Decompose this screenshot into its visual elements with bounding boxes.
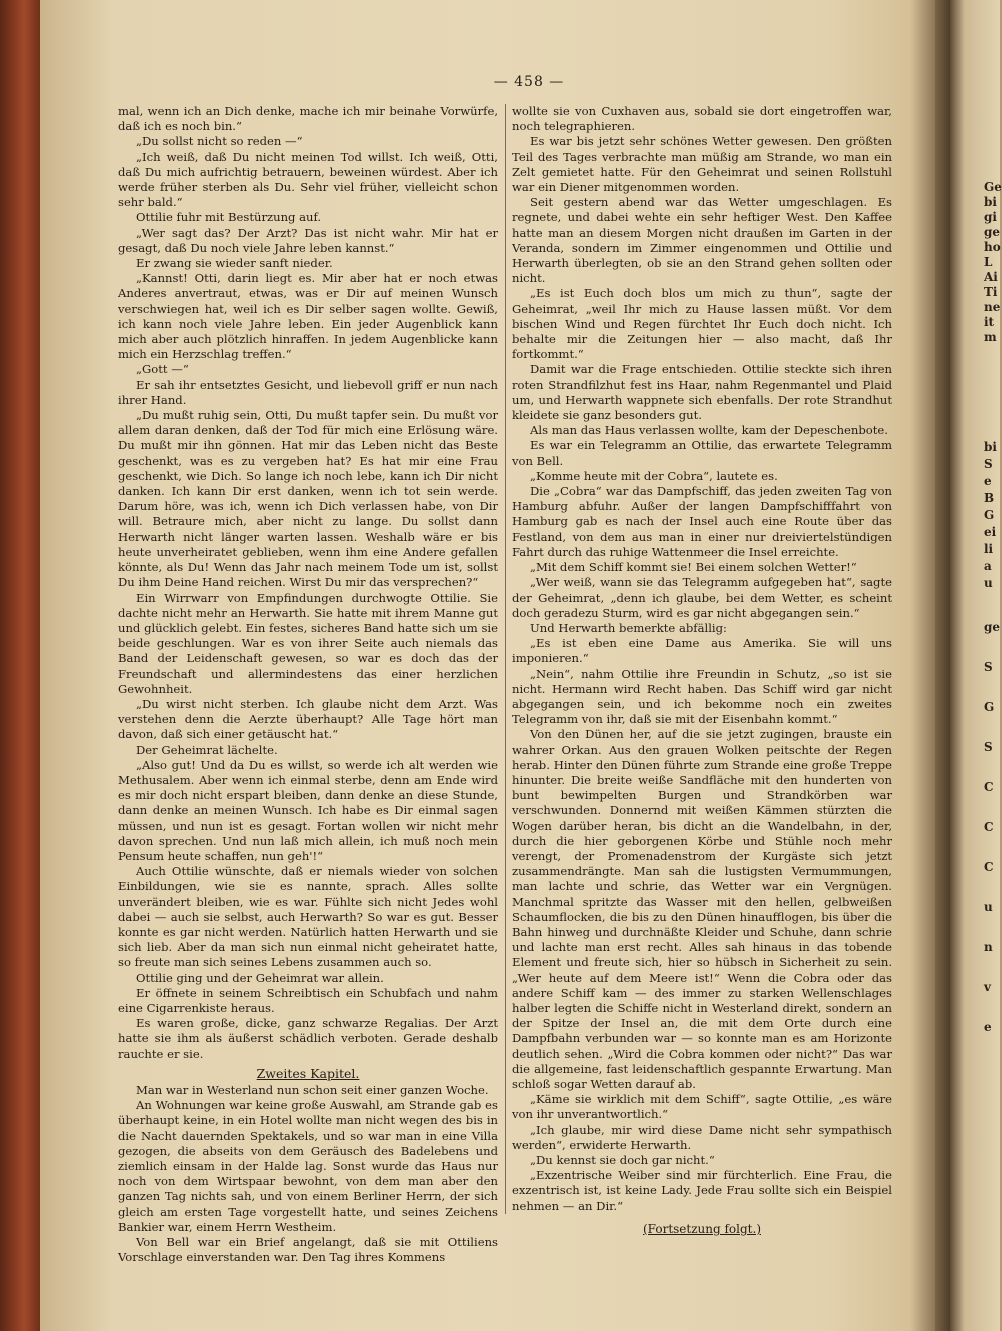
paragraph: „Gott —“ <box>136 362 189 377</box>
paragraph: An Wohnungen war keine große Auswahl, am Strande gab es überhaupt keine, in ein Hotel wollte man nicht wegen des bis in die Nacht dauernden Spektakels, und so war man in eine Villa gezogen, die abseits von dem Geräusch des Badelebens und ziemlich einsam in der Halde lag. Sonst wurde das Haus nur noch von dem Wirtspaar bewohnt, von dem man aber den ganzen Tag nichts sah, und von einem Berliner Herrn, der sich gleich am ersten Tage vorgestellt hatte, und seines Zeichens Bankier war, einem Herrn Westheim. <box>118 1098 498 1234</box>
left-column-text <box>118 104 498 1062</box>
paragraph: „Du mußt ruhig sein, Otti, Du mußt tapfer sein. Du mußt vor allem daran denken, daß der Tod für mich eine Erlösung wäre. Du mußt mir ihn gönnen. Hat mir das Leben nicht das Beste geschenkt, was es zu vergeben hat? Es hat mir eine Frau geschenkt, wie Dich. So lange ich noch lebe, kann ich Dir nicht danken. Ich kann Dir erst danken, wenn ich tot sein werde. Darum höre, was ich, wenn ich Dich verlassen habe, von Dir will. Betraure mich, aber nicht zu lange. Du sollst dann Herwarth nicht länger warten lassen. Weshalb wäre er bis heute unverheiratet geblieben, wenn ihm eine Andere gefallen könnte, als Du! Wenn das Jahr nach meinem Tode um ist, sollst Du ihm Deine Hand reichen. Wirst Du mir das versprechen?“ <box>118 408 498 590</box>
paragraph: „Wer sagt das? Der Arzt? Das ist nicht wahr. Mir hat er gesagt, daß Du noch viele Jahre leben kannst.“ <box>118 225 498 255</box>
paragraph: Ottilie fuhr mit Bestürzung auf. <box>136 210 322 225</box>
paragraph: „Es ist eben eine Dame aus Amerika. Sie will uns imponieren.“ <box>512 636 892 666</box>
adjacent-page-text-fragment: L <box>984 255 993 269</box>
paragraph: „Kannst! Otti, darin liegt es. Mir aber hat er noch etwas Anderes anvertraut, etwas, was er Dir auf meinen Wunsch verschwiegen hat, weil ich es Dir selber sagen wollte. Gewiß, ich kann noch viele Jahre leben. Ein jeder Augenblick kann mich aber auch plötzlich hinraffen. In jedem Augenblicke kann mich ein Herzschlag treffen.“ <box>118 271 498 362</box>
adjacent-page-text-fragment: G <box>984 700 995 714</box>
paragraph: wollte sie von Cuxhaven aus, sobald sie dort eingetroffen war, noch telegraphieren. <box>512 104 892 134</box>
paragraph: Auch Ottilie wünschte, daß er niemals wieder von solchen Einbildungen, wie sie es nannte, sprach. Alles sollte unverändert bleiben, wie es war. Fühlte sich nicht Jedes wohl dabei — auch sie selbst, auch Herwarth? So war es gut. Besser konnte es gar nicht werden. Natürlich hatten Herwarth und sie sich lieb. Aber da man sich nun einmal nicht geheiratet hatte, so freute man sich seines Lebens zusammen auch so. <box>118 864 498 970</box>
adjacent-page-text-fragment: bi <box>984 195 997 209</box>
adjacent-page-text-fragment: S <box>984 740 993 754</box>
adjacent-page-text-fragment: m <box>984 330 997 344</box>
adjacent-page-text-fragment: ne <box>984 300 1001 314</box>
paragraph: „Exzentrische Weiber sind mir fürchterlich. Eine Frau, die exzentrisch ist, ist keine Lady. Jede Frau sollte sich ein Beispiel nehmen — an Dir.“ <box>512 1168 892 1213</box>
paragraph: Es war ein Telegramm an Ottilie, das erwartete Telegramm von Bell. <box>512 438 892 468</box>
paragraph: Und Herwarth bemerkte abfällig: <box>530 620 727 635</box>
paragraph: Er öffnete in seinem Schreibtisch ein Schubfach und nahm eine Cigarrenkiste heraus. <box>118 985 498 1015</box>
adjacent-page-text-fragment: C <box>984 780 994 794</box>
adjacent-page-text-fragment: ge <box>984 225 1001 239</box>
adjacent-page-text-fragment: a <box>984 559 992 573</box>
left-column-text-after-heading <box>118 1083 498 1265</box>
paragraph: Er zwang sie wieder sanft nieder. <box>136 256 333 271</box>
paragraph: „Komme heute mit der Cobra“, lautete es. <box>530 468 778 483</box>
adjacent-page-text-fragment: u <box>984 900 993 914</box>
paragraph: Von den Dünen her, auf die sie jetzt zugingen, brauste ein wahrer Orkan. Aus den grauen Wolken peitschte der Regen herab. Hinter den Dünen führte zum Strande eine große Treppe hinunter. Die breite weiße Sandfläche mit den hunderten von bunt bewimpelten Burgen und Strandkörben war verschwunden. Donnernd mit weißen Kämmen stürzten die Wogen darüber heran, bis dicht an die Wandelbahn, in der, durch die hier geborgenen Körbe und Stühle noch mehr verengt, der Promenadenstrom der Kurgäste sich jetzt zusammendrängte. Man sah die lustigsten Vermummungen, man lachte und schrie, das Wetter war ein Vergnügen. Manchmal spritzte das Wasser mit den hellen, gelbweißen Schaumflocken, die bis zu den Dünen hinaufflogen, bis über die Bahn hinweg und durchnäßte Kleider und Schuhe, dann schrie und lachte man erst recht. Alles sah hinaus in das tobende Element und freute sich, hier so hübsch in Sicherheit zu sein. „Wer heute auf dem Meere ist!“ Wenn die Cobra oder das andere Schiff kam — des immer zu starken Wellenschlages halber legten die Schiffe nicht in Westerland direkt, sondern an der Spitze der Insel an, die mit dem Orte durch eine Dampfbahn verbunden war — so konnte man es am Horizonte deutlich sehen. „Wird die Cobra kommen oder nicht?“ Das war die allgemeine, fast leidenschaftlich gespannte Erwartung. Man schloß sogar Wetten darauf ab. <box>512 727 892 1091</box>
paragraph: „Du wirst nicht sterben. Ich glaube nicht dem Arzt. Was verstehen denn die Aerzte überhaupt? Alle Tage hört man davon, daß sich einer getäuscht hat.“ <box>118 696 498 742</box>
paragraph: Die „Cobra“ war das Dampfschiff, das jeden zweiten Tag von Hamburg abfuhr. Außer der langen Dampfschifffahrt von Hamburg gab es nach der Insel auch eine Route über das Festland, von dem aus man in einer nur dreiviertelstündigen Fahrt durch das ruhige Wattenmeer die Insel erreichte. <box>512 484 892 559</box>
chapter-heading: Zweites Kapitel. <box>256 1065 360 1081</box>
paragraph: Seit gestern abend war das Wetter umgeschlagen. Es regnete, und dabei wehte ein sehr heftiger West. Den Kaffee hatte man an diesem Morgen nicht draußen im Garten in der Veranda, sondern im Zimmer eingenommen und Ottilie und Herwarth überlegten, ob sie an den Strand gehen sollten oder nicht. <box>512 195 892 286</box>
adjacent-page-text-fragment: ho <box>984 240 1001 254</box>
adjacent-page-text-fragment: G <box>984 508 995 522</box>
adjacent-page-text-fragment: B <box>984 491 995 505</box>
paragraph: „Ich weiß, daß Du nicht meinen Tod willst. Ich weiß, Otti, daß Du mich aufrichtig betrauern, beweinen würdest. Aber ich werde früher sterben als Du. Sehr viel früher, vielleicht schon sehr bald.“ <box>118 149 498 210</box>
book-binding <box>0 0 40 1331</box>
adjacent-page-text-fragment: v <box>984 980 991 994</box>
adjacent-page-text-fragment: bi <box>984 440 997 454</box>
paragraph: „Wer weiß, wann sie das Telegramm aufgegeben hat“, sagte der Geheimrat, „denn ich glaube, bei dem Wetter, es scheint doch geradezu Sturm, wird es gar nicht abgegangen sein.“ <box>512 575 892 620</box>
paragraph: Von Bell war ein Brief angelangt, daß sie mit Ottiliens Vorschlage einverstanden war. Den Tag ihres Kommens <box>118 1235 498 1265</box>
adjacent-page-text-fragment: n <box>984 940 993 954</box>
adjacent-page-text-fragment: it <box>984 315 995 329</box>
adjacent-page-text-fragment: e <box>984 474 992 488</box>
adjacent-page-text-fragment: Ti <box>984 285 998 299</box>
page-gutter-shadow <box>910 0 950 1331</box>
adjacent-page-edge <box>950 0 1000 1331</box>
paragraph: Es war bis jetzt sehr schönes Wetter gewesen. Den größten Teil des Tages verbrachte man müßig am Strande, wo man ein Zelt gemietet hatte. Für den Geheimrat und seinen Rollstuhl war ein Diener mitgenommen worden. <box>512 134 892 195</box>
adjacent-page-text-fragment: e <box>984 1020 992 1034</box>
adjacent-page-text-fragment: ei <box>984 525 997 539</box>
adjacent-page-text-fragment: C <box>984 860 994 874</box>
paragraph: Man war in Westerland nun schon seit einer ganzen Woche. <box>136 1083 489 1097</box>
adjacent-page-text-fragment: li <box>984 542 994 556</box>
paragraph: Es waren große, dicke, ganz schwarze Regalias. Der Arzt hatte sie ihm als äußerst schädlich verboten. Gerade deshalb rauchte er sie. <box>118 1016 498 1061</box>
paragraph: Der Geheimrat lächelte. <box>136 742 278 757</box>
paragraph: Er sah ihr entsetztes Gesicht, und liebevoll griff er nun nach ihrer Hand. <box>118 377 498 407</box>
left-column <box>118 104 498 1265</box>
paragraph: Ein Wirrwarr von Empfindungen durchwogte Ottilie. Sie dachte nicht mehr an Herwarth. Sie hatte mit ihrem Manne gut und glücklich gelebt. Ein festes, sicheres Band hatte sich um sie beide geschlungen. War es von ihrer Seite auch niemals das Band der Leidenschaft gewesen, so war es doch das der Freundschaft und allermindestens das einer herzlichen Gewohnheit. <box>118 590 498 696</box>
paragraph: „Ich glaube, mir wird diese Dame nicht sehr sympathisch werden“, erwiderte Herwarth. <box>512 1122 892 1152</box>
adjacent-page-text-fragment: Ai <box>984 270 998 284</box>
right-column <box>512 104 892 1237</box>
paragraph: Ottilie ging und der Geheimrat war allein. <box>136 970 384 985</box>
paragraph: „Du sollst nicht so reden —“ <box>136 134 303 149</box>
adjacent-page-text-fragment: Ge <box>984 180 1002 194</box>
paragraph: „Mit dem Schiff kommt sie! Bei einem solchen Wetter!“ <box>530 560 857 575</box>
paragraph: „Also gut! Und da Du es willst, so werde ich alt werden wie Methusalem. Aber wenn ich einmal sterbe, denn am Ende wird es mir doch nicht erspart bleiben, dann denke an diese Stunde, dann denke an meinen Wunsch. Ich habe es Dir einmal sagen müssen, und nun ist es gesagt. Fortan wollen wir nicht mehr davon sprechen. Und nun laß mich allein, ich muß noch mein Pensum heute schaffen, nun geh'!“ <box>118 757 498 863</box>
right-column-text <box>512 104 892 1214</box>
paragraph: „Es ist Euch doch blos um mich zu thun“, sagte der Geheimrat, „weil Ihr mich zu Hause lassen müßt. Vor dem bischen Wind und Regen fürchtet Ihr Euch doch nicht. Ich behalte mir die Zeitungen hier — also macht, daß Ihr fortkommt.“ <box>512 286 892 362</box>
adjacent-page-text-fragment: gi <box>984 210 997 224</box>
adjacent-page-text-fragment: S <box>984 660 993 674</box>
paragraph: „Du kennst sie doch gar nicht.“ <box>530 1153 715 1168</box>
continuation-note: (Fortsetzung folgt.) <box>643 1221 761 1236</box>
paragraph: Als man das Haus verlassen wollte, kam der Depeschenbote. <box>530 423 888 438</box>
adjacent-page-text-fragment: ge <box>984 620 1001 634</box>
paragraph: „Nein“, nahm Ottilie ihre Freundin in Schutz, „so ist sie nicht. Hermann wird Recht haben. Das Schiff wird gar nicht abgegangen sein, und ich bekomme noch ein zweites Telegramm von ihr, daß sie mit der Eisenbahn kommt.“ <box>512 666 892 727</box>
paragraph: „Käme sie wirklich mit dem Schiff“, sagte Ottilie, „es wäre von ihr unverantwortlich.“ <box>512 1092 892 1122</box>
paragraph: Damit war die Frage entschieden. Ottilie steckte sich ihren roten Strandfilzhut fest ins Haar, nahm Regenmantel und Plaid um, und Herwarth wappnete sich ebenfalls. Der rote Strandhut kleidete sie ganz besonders gut. <box>512 362 892 423</box>
page-number: — 458 — <box>493 74 565 90</box>
adjacent-page-text-fragment: u <box>984 576 993 590</box>
adjacent-page-text-fragment: S <box>984 457 993 471</box>
column-divider <box>505 104 506 1214</box>
paragraph: mal, wenn ich an Dich denke, mache ich mir beinahe Vorwürfe, daß ich es noch bin.“ <box>118 104 498 134</box>
adjacent-page-text-fragment: C <box>984 820 994 834</box>
